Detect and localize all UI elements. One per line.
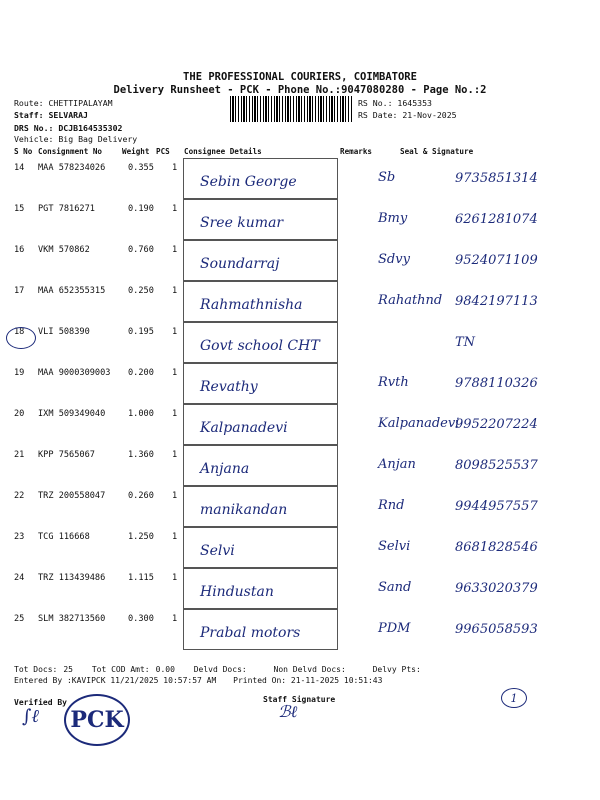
printed-on: Printed On: 21-11-2025 10:51:43	[233, 676, 383, 685]
weight-value: 0.200	[128, 368, 154, 378]
receiver-phone: 9524071109	[455, 253, 538, 268]
table-row	[0, 281, 600, 322]
table-row	[0, 527, 600, 568]
row-sno: 25	[14, 614, 25, 624]
table-row	[0, 568, 600, 609]
weight-value: 1.115	[128, 573, 154, 583]
consignment-number: KPP 7565067	[38, 450, 95, 460]
receiver-phone: 8098525537	[455, 458, 538, 473]
drs-number: DRS No.: DCJB164535302	[14, 123, 123, 133]
consignee-name: Rahmathnisha	[200, 297, 303, 313]
pcs-value: 1	[172, 409, 178, 419]
col-weight: Weight	[122, 147, 150, 156]
pcs-value: 1	[172, 204, 178, 214]
row-sno: 20	[14, 409, 25, 419]
entry-line	[14, 676, 382, 685]
consignee-name: manikandan	[200, 502, 288, 518]
table-row	[0, 240, 600, 281]
consignee-name: Sebin George	[200, 174, 297, 190]
tot-cod-label: Tot COD Amt:	[91, 665, 150, 674]
route-label: Route: CHETTIPALAYAM	[14, 98, 113, 108]
consignee-name: Sree kumar	[200, 215, 284, 231]
receiver-signature: Selvi	[378, 539, 411, 554]
row-sno: 19	[14, 368, 25, 378]
weight-value: 0.190	[128, 204, 154, 214]
receiver-phone: TN	[455, 335, 476, 350]
delvy-pts-label: Delvy Pts:	[372, 665, 421, 674]
entered-by: Entered By :KAVIPCK 11/21/2025 10:57:57 AM	[14, 676, 217, 685]
weight-value: 0.760	[128, 245, 154, 255]
tot-cod-value: 0.00	[155, 665, 175, 674]
receiver-signature: Sand	[378, 580, 412, 595]
col-sno: S No	[14, 147, 33, 156]
weight-value: 1.360	[128, 450, 154, 460]
weight-value: 0.260	[128, 491, 154, 501]
row-sno: 23	[14, 532, 25, 542]
consignment-number: MAA 9000309003	[38, 368, 111, 378]
table-row	[0, 486, 600, 527]
stamp-text: PCK	[70, 707, 124, 733]
vehicle-label: Vehicle: Big Bag Delivery	[14, 134, 138, 144]
row-sno: 22	[14, 491, 25, 501]
receiver-phone: 9944957557	[455, 499, 538, 514]
tot-docs-value: 25	[63, 665, 73, 674]
row-sno: 15	[14, 204, 25, 214]
receiver-phone: 9965058593	[455, 622, 538, 637]
pcs-value: 1	[172, 573, 178, 583]
row-18-circle-mark	[6, 327, 36, 349]
tot-docs-label: Tot Docs:	[14, 665, 58, 674]
delvd-docs-label: Delvd Docs:	[193, 665, 247, 674]
receiver-phone: 9633020379	[455, 581, 538, 596]
table-row	[0, 199, 600, 240]
table-row	[0, 363, 600, 404]
company-title: THE PROFESSIONAL COURIERS, COIMBATORE	[183, 71, 417, 83]
pcs-value: 1	[172, 614, 178, 624]
rs-date: RS Date: 21-Nov-2025	[358, 110, 457, 120]
receiver-signature: PDM	[378, 621, 411, 636]
col-consignment: Consignment No	[38, 147, 103, 156]
consignment-number: VKM 570862	[38, 245, 90, 255]
receiver-signature: Rahathnd	[378, 293, 443, 308]
receiver-signature: Sdvy	[378, 252, 410, 267]
consignee-name: Hindustan	[200, 584, 274, 600]
consignee-name: Anjana	[200, 461, 250, 477]
receiver-signature: Rvth	[378, 375, 409, 390]
weight-value: 0.355	[128, 163, 154, 173]
pcs-value: 1	[172, 368, 178, 378]
page-mark: 1	[501, 688, 527, 708]
table-row	[0, 609, 600, 650]
row-sno: 18	[14, 327, 25, 337]
pcs-value: 1	[172, 286, 178, 296]
row-sno: 17	[14, 286, 25, 296]
weight-value: 0.195	[128, 327, 154, 337]
verified-by-label: Verified By	[14, 698, 67, 707]
consignment-number: TRZ 113439486	[38, 573, 106, 583]
consignment-number: MAA 578234026	[38, 163, 106, 173]
barcode	[230, 96, 353, 122]
totals-line	[14, 665, 427, 674]
table-row	[0, 404, 600, 445]
row-sno: 14	[14, 163, 25, 173]
pcs-value: 1	[172, 450, 178, 460]
non-delvd-docs-label: Non Delvd Docs:	[273, 665, 346, 674]
receiver-signature: Kalpanadevi	[378, 416, 460, 431]
table-row	[0, 322, 600, 363]
row-sno: 16	[14, 245, 25, 255]
staff-signature: ℬℓ	[278, 702, 298, 721]
consignment-number: IXM 509349040	[38, 409, 106, 419]
consignment-number: MAA 652355315	[38, 286, 106, 296]
receiver-phone: 9735851314	[455, 171, 538, 186]
rs-number: RS No.: 1645353	[358, 98, 432, 108]
consignee-name: Revathy	[200, 379, 258, 395]
receiver-phone: 9952207224	[455, 417, 538, 432]
receiver-phone: 6261281074	[455, 212, 538, 227]
receiver-phone: 9842197113	[455, 294, 538, 309]
col-remarks: Remarks	[340, 147, 373, 156]
consignment-number: TRZ 200558047	[38, 491, 106, 501]
table-row	[0, 445, 600, 486]
pcs-value: 1	[172, 532, 178, 542]
consignment-number: VLI 508390	[38, 327, 90, 337]
weight-value: 0.250	[128, 286, 154, 296]
col-consignee: Consignee Details	[184, 147, 262, 156]
weight-value: 0.300	[128, 614, 154, 624]
runsheet-title: Delivery Runsheet - PCK - Phone No.:9047080280 - Page No.:2	[113, 84, 487, 96]
row-sno: 21	[14, 450, 25, 460]
consignee-name: Soundarraj	[200, 256, 280, 272]
consignment-number: PGT 7816271	[38, 204, 95, 214]
verified-signature: ∫ℓ	[22, 706, 39, 727]
consignment-number: SLM 382713560	[38, 614, 106, 624]
pcs-value: 1	[172, 327, 178, 337]
staff-signature-label: Staff Signature	[263, 695, 336, 704]
consignee-name: Prabal motors	[200, 625, 301, 641]
pcs-value: 1	[172, 245, 178, 255]
col-seal-signature: Seal & Signature	[400, 147, 474, 156]
pck-stamp	[64, 694, 130, 746]
receiver-signature: Sb	[378, 170, 396, 185]
weight-value: 1.250	[128, 532, 154, 542]
staff-label: Staff: SELVARAJ	[14, 110, 88, 120]
consignee-name: Kalpanadevi	[200, 420, 288, 436]
consignee-name: Govt school CHT	[200, 338, 320, 354]
consignee-name: Selvi	[200, 543, 235, 559]
receiver-signature: Bmy	[378, 211, 408, 226]
column-headers	[0, 147, 600, 158]
pcs-value: 1	[172, 491, 178, 501]
weight-value: 1.000	[128, 409, 154, 419]
receiver-phone: 9788110326	[455, 376, 538, 391]
receiver-signature: Anjan	[378, 457, 416, 472]
row-sno: 24	[14, 573, 25, 583]
receiver-phone: 8681828546	[455, 540, 538, 555]
consignment-number: TCG 116668	[38, 532, 90, 542]
receiver-signature: Rnd	[378, 498, 405, 513]
pcs-value: 1	[172, 163, 178, 173]
table-row	[0, 158, 600, 199]
col-pcs: PCS	[156, 147, 170, 156]
